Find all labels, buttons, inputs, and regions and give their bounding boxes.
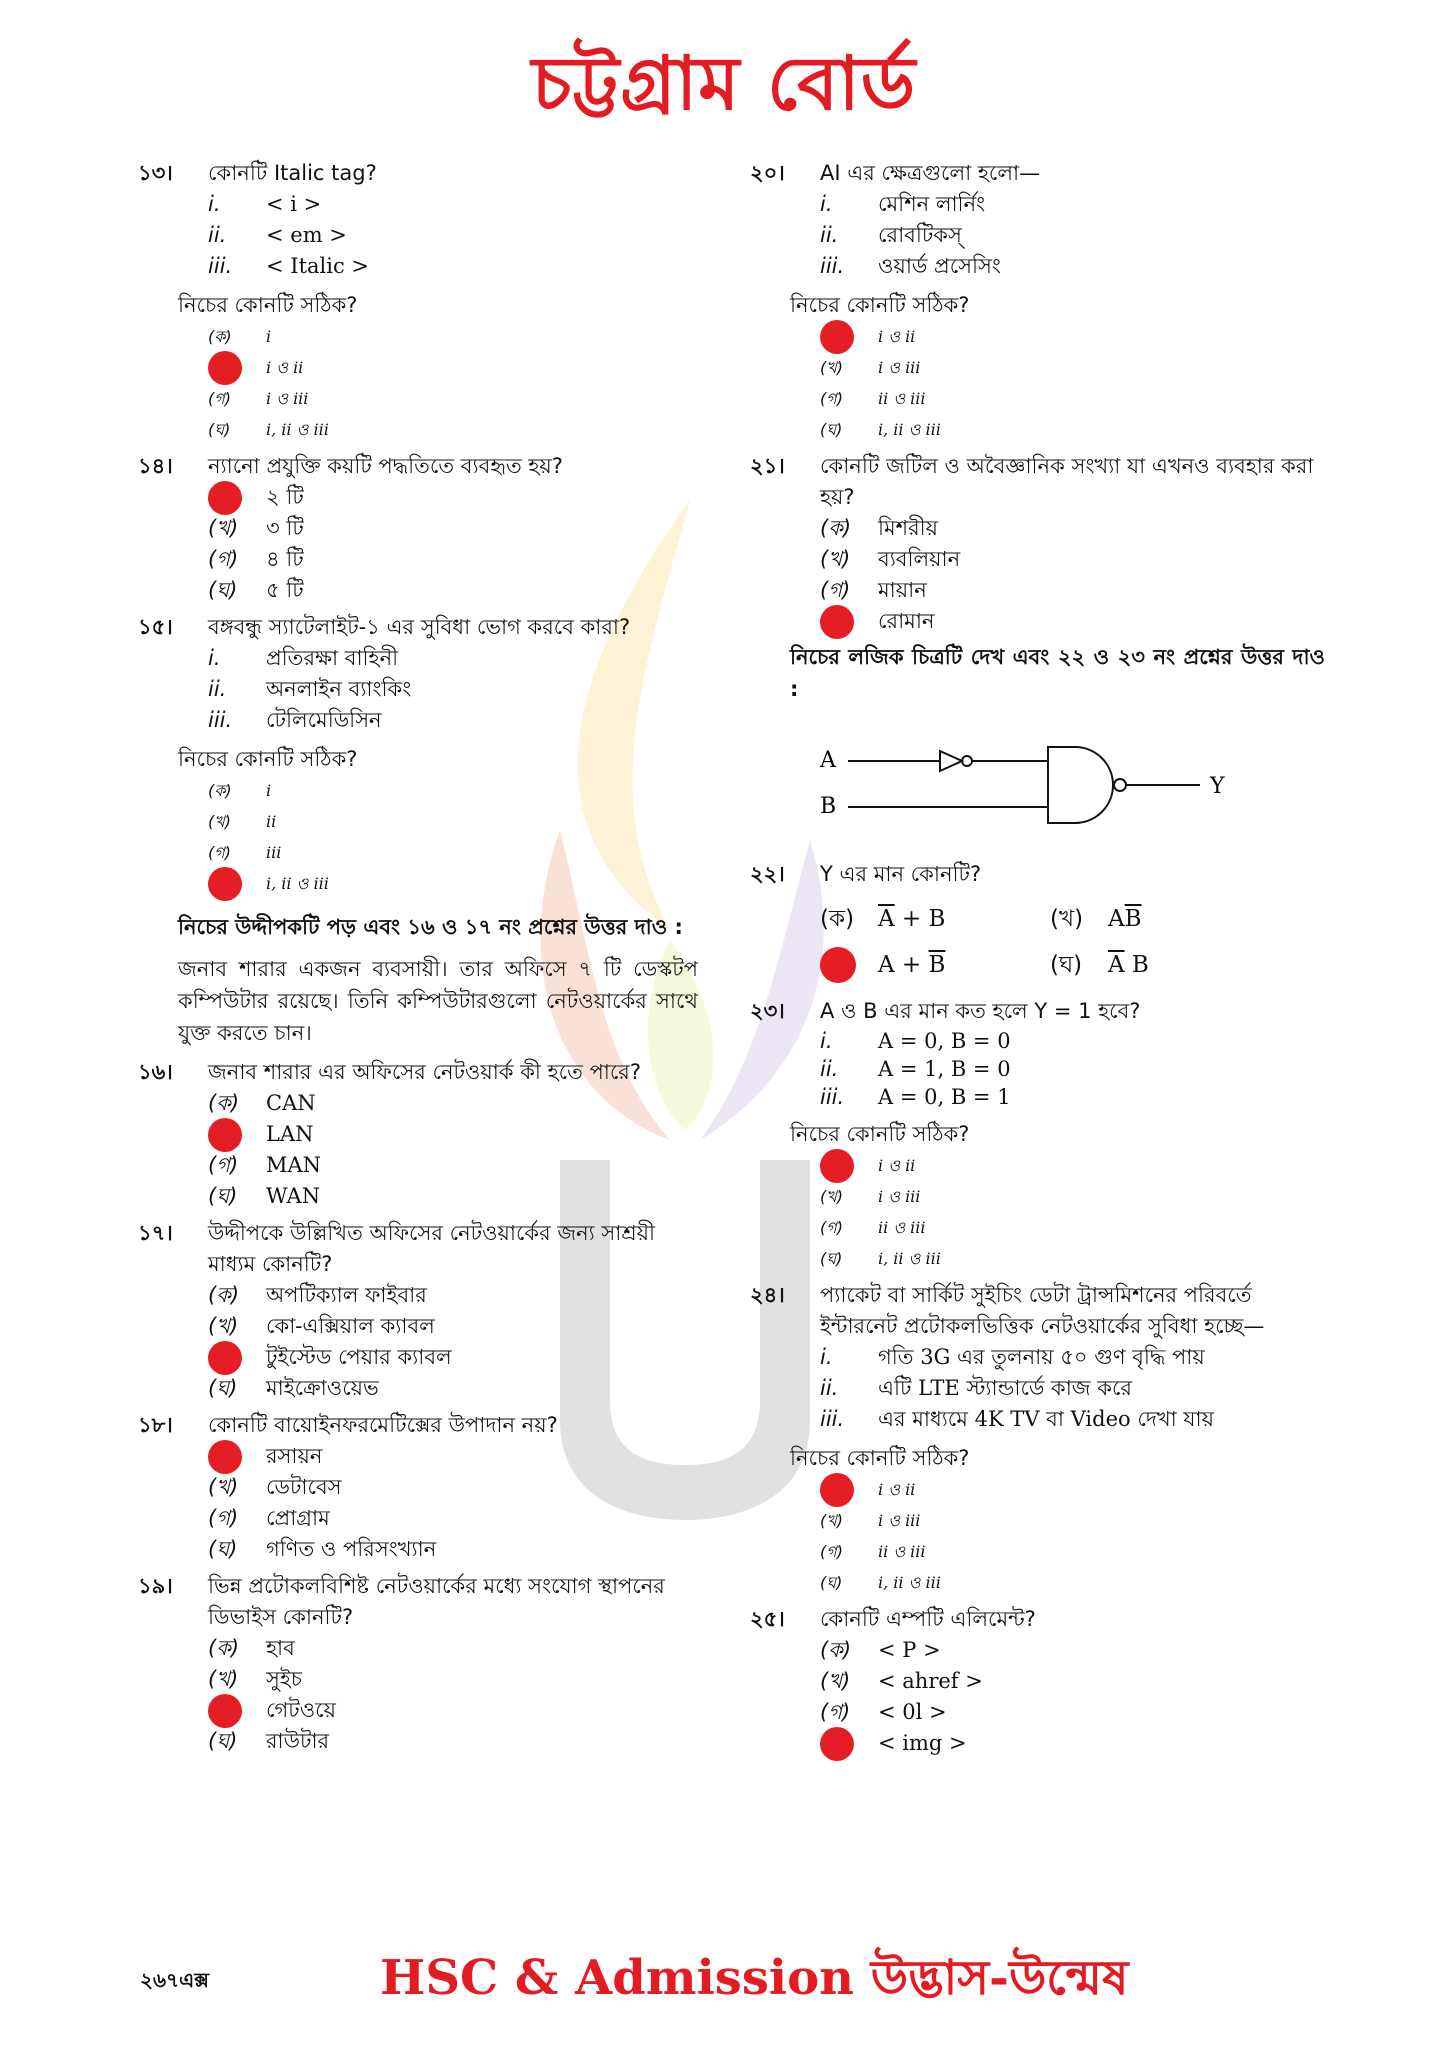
option-text: i, ii ও iii xyxy=(266,874,329,893)
question-number: ২২। xyxy=(750,862,785,886)
question-text: A ও B এর মান কত হলে Y = 1 হবে? xyxy=(820,999,1141,1023)
option-correct xyxy=(208,1119,698,1150)
right-column xyxy=(750,158,1325,1763)
which-correct-prompt: নিচের কোনটি সঠিক? xyxy=(790,1122,970,1146)
option-text: সুইচ xyxy=(266,1667,303,1691)
option xyxy=(820,352,1325,383)
option xyxy=(1050,942,1280,988)
option-label: (ঘ) xyxy=(208,420,231,439)
option-label: (ঘ) xyxy=(820,420,843,439)
question-text: কোনটি Italic tag? xyxy=(208,161,377,185)
options-15 xyxy=(208,775,698,899)
options-20 xyxy=(820,321,1325,445)
option xyxy=(208,414,698,445)
item-label: ii. xyxy=(820,1376,839,1400)
question-number: ১৯। xyxy=(138,1574,173,1598)
option-correct xyxy=(820,1474,1325,1505)
option-text: $\overline{A} + B$ xyxy=(878,906,946,932)
question-21 xyxy=(750,451,1325,637)
option xyxy=(208,1280,698,1311)
option-label: (ক) xyxy=(820,516,852,540)
option-text: ২ টি xyxy=(266,485,304,509)
option xyxy=(208,513,698,544)
option-text: ii ও iii xyxy=(878,1542,926,1561)
option-correct xyxy=(208,1695,698,1726)
item-label: i. xyxy=(820,1345,833,1369)
option-text: কো-এক্সিয়াল ক্যাবল xyxy=(266,1314,435,1338)
question-text: ন্যানো প্রযুক্তি কয়টি পদ্ধতিতে ব্যবহৃত হয়? xyxy=(208,454,563,478)
option xyxy=(208,321,698,352)
option xyxy=(820,1212,1325,1243)
option-text: গেটওয়ে xyxy=(266,1698,336,1722)
option-text: i xyxy=(266,781,272,800)
board-title: চট্টগ্রাম বোর্ড xyxy=(531,41,917,127)
option xyxy=(208,383,698,414)
question-15 xyxy=(138,612,698,736)
option xyxy=(208,775,698,806)
item-label: ii. xyxy=(208,677,227,701)
option-label: (গ) xyxy=(208,389,231,408)
option-text: ৪ টি xyxy=(266,547,304,571)
left-column xyxy=(138,158,698,1761)
option xyxy=(208,1181,698,1212)
option-label: (গ) xyxy=(208,843,231,862)
option xyxy=(208,1503,698,1534)
option xyxy=(208,575,698,606)
option xyxy=(208,806,698,837)
option-text: রসায়ন xyxy=(266,1444,323,1468)
item-label: iii. xyxy=(820,1407,845,1431)
option-label: (ঘ) xyxy=(208,1537,238,1561)
option-label: (খ) xyxy=(208,1314,239,1338)
option xyxy=(208,1311,698,1342)
statement-item: মেশিন লার্নিং xyxy=(878,192,986,216)
question-number: ১৪। xyxy=(138,454,173,478)
question-number: ২০। xyxy=(750,161,785,185)
item-label: iii. xyxy=(820,1084,845,1109)
question-text: জনাব শারার এর অফিসের নেটওয়ার্ক কী হতে পারে? xyxy=(208,1060,641,1084)
item-label: ii. xyxy=(820,1056,839,1081)
option xyxy=(208,1472,698,1503)
option-correct xyxy=(208,1342,698,1373)
which-correct-prompt: নিচের কোনটি সঠিক? xyxy=(790,1446,970,1470)
input-a-label: A xyxy=(820,748,836,773)
nand-gate xyxy=(1048,747,1113,823)
item-label: iii. xyxy=(208,708,233,732)
statement-item: < i > xyxy=(266,192,322,216)
option-text: MAN xyxy=(266,1153,322,1177)
question-text: Y এর মান কোনটি? xyxy=(820,862,982,886)
option-label: (খ) xyxy=(208,1667,239,1691)
option-text: i, ii ও iii xyxy=(878,1249,941,1268)
option xyxy=(820,414,1325,445)
answer-mark-icon xyxy=(820,1149,854,1183)
option-text: iii xyxy=(266,843,282,862)
options-22-row1 xyxy=(820,896,1325,942)
option-label: (গ) xyxy=(208,1153,239,1177)
option-text: i ও ii xyxy=(878,1156,916,1175)
option-correct xyxy=(208,868,698,899)
option-text: মায়ান xyxy=(878,578,927,602)
option-label: (ঘ) xyxy=(1050,952,1083,978)
question-text: প্যাকেট বা সার্কিট সুইচিং ডেটা ট্রান্সমিশনের পরিবর্তে ইন্টারনেট প্রটোকলভিত্তিক নেটওয়ার্কের সুবিধা হচ্ছে— xyxy=(820,1283,1265,1338)
statement-item: গতি 3G এর তুলনায় ৫০ গুণ বৃদ্ধি পায় xyxy=(878,1345,1205,1369)
option-text: ব্যবলিয়ান xyxy=(878,547,961,571)
question-number: ১৭। xyxy=(138,1221,173,1245)
option-correct xyxy=(820,1728,1325,1759)
option xyxy=(208,1633,698,1664)
option xyxy=(208,1088,698,1119)
question-20 xyxy=(750,158,1325,282)
option-label: (ক) xyxy=(208,1091,240,1115)
option-text: মাইক্রোওয়েভ xyxy=(266,1376,379,1400)
option xyxy=(208,544,698,575)
option-label: (খ) xyxy=(820,1187,843,1206)
option-label: (ঘ) xyxy=(820,1573,843,1592)
option-text: রাউটার xyxy=(266,1729,330,1753)
option-text: i ও ii xyxy=(878,1480,916,1499)
question-22 xyxy=(750,859,1325,890)
statement-item: < em > xyxy=(266,223,347,247)
option-label: (ক) xyxy=(820,1638,852,1662)
question-number: ১৮। xyxy=(138,1413,173,1437)
question-text: কোনটি এম্পটি এলিমেন্ট? xyxy=(820,1607,1036,1631)
question-14 xyxy=(138,451,698,606)
option xyxy=(820,1666,1325,1697)
option xyxy=(208,1726,698,1757)
option-label: (ক) xyxy=(820,906,855,932)
option-correct xyxy=(208,352,698,383)
option-label: (ঘ) xyxy=(820,1249,843,1268)
option-label: (ঘ) xyxy=(208,1184,238,1208)
answer-mark-icon xyxy=(208,351,242,385)
option-text: WAN xyxy=(266,1184,321,1208)
question-number: ২৫। xyxy=(750,1607,785,1631)
option-correct xyxy=(820,1150,1325,1181)
question-13 xyxy=(138,158,698,282)
answer-mark-icon xyxy=(208,1440,242,1474)
question-24 xyxy=(750,1280,1325,1435)
option-text: i ও iii xyxy=(266,389,309,408)
option-text: প্রোগ্রাম xyxy=(266,1506,330,1530)
statement-item: অনলাইন ব্যাংকিং xyxy=(266,677,412,701)
statement-item: প্রতিরক্ষা বাহিনী xyxy=(266,646,399,670)
option-text: ii xyxy=(266,812,277,831)
option-text: $A + \overline{B}$ xyxy=(878,952,946,978)
answer-mark-icon xyxy=(208,1118,242,1152)
option xyxy=(820,896,1050,942)
option xyxy=(820,1505,1325,1536)
question-number: ১৬। xyxy=(138,1060,173,1084)
option-label: (গ) xyxy=(820,1542,843,1561)
which-correct-prompt: নিচের কোনটি সঠিক? xyxy=(178,747,358,771)
option-text: i, ii ও iii xyxy=(266,420,329,439)
answer-mark-icon xyxy=(820,947,856,983)
option-label: (ক) xyxy=(208,327,232,346)
not-gate xyxy=(940,751,962,771)
option xyxy=(820,575,1325,606)
option-text: i ও ii xyxy=(266,358,304,377)
option-label: (ক) xyxy=(208,1636,240,1660)
options-23 xyxy=(820,1150,1325,1274)
question-23 xyxy=(750,996,1325,1111)
question-text: AI এর ক্ষেত্রগুলো হলো— xyxy=(820,161,1041,185)
option xyxy=(208,837,698,868)
option xyxy=(820,544,1325,575)
option-label: (খ) xyxy=(820,358,843,377)
option-label: (ক) xyxy=(208,781,232,800)
option-label: (গ) xyxy=(820,1700,851,1724)
answer-mark-icon xyxy=(820,605,854,639)
option-text: i ও iii xyxy=(878,1187,921,1206)
item-label: i. xyxy=(208,192,221,216)
option-text: ৩ টি xyxy=(266,516,304,540)
question-number: ২৩। xyxy=(750,999,785,1023)
option xyxy=(208,1664,698,1695)
option-label: (ঘ) xyxy=(208,1729,238,1753)
stem-passage: জনাব শারার একজন ব্যবসায়ী। তার অফিসে ৭ টি ডেস্কটপ কম্পিউটার রয়েছে। তিনি কম্পিউটারগুলো নেটওয়ার্কের সাথে যুক্ত করতে চান। xyxy=(178,957,698,1045)
option-label: (খ) xyxy=(208,1475,239,1499)
option xyxy=(820,1181,1325,1212)
option-text: i ও iii xyxy=(878,358,921,377)
option-text: i, ii ও iii xyxy=(878,1573,941,1592)
answer-mark-icon xyxy=(208,1694,242,1728)
option-label: (খ) xyxy=(1050,906,1084,932)
logic-circuit-diagram xyxy=(800,705,1260,855)
stem-instruction: নিচের লজিক চিত্রটি দেখ এবং ২২ ও ২৩ নং প্রশ্নের উত্তর দাও : xyxy=(790,645,1325,701)
question-16 xyxy=(138,1057,698,1212)
statement-item: A = 0, B = 0 xyxy=(878,1028,1011,1053)
which-correct-prompt: নিচের কোনটি সঠিক? xyxy=(790,293,970,317)
option-text: $A\overline{B}$ xyxy=(1108,906,1142,932)
answer-mark-icon xyxy=(820,320,854,354)
option-text: হাব xyxy=(266,1636,295,1660)
question-19 xyxy=(138,1571,698,1757)
option-text: ৫ টি xyxy=(266,578,304,602)
statement-item: এটি LTE স্ট্যান্ডার্ডে কাজ করে xyxy=(878,1376,1132,1400)
option-label: (খ) xyxy=(208,516,239,540)
options-22-row2 xyxy=(820,942,1325,988)
item-label: iii. xyxy=(208,254,233,278)
output-y-label: Y xyxy=(1210,774,1225,799)
item-label: i. xyxy=(208,646,221,670)
option-label: (গ) xyxy=(208,547,239,571)
option-text: গণিত ও পরিসংখ্যান xyxy=(266,1537,437,1561)
statement-item: এর মাধ্যমে 4K TV বা Video দেখা যায় xyxy=(878,1407,1214,1431)
nand-bubble xyxy=(1114,779,1126,791)
option-text: < P > xyxy=(878,1638,941,1662)
item-label: iii. xyxy=(820,254,845,278)
option-text: টুইস্টেড পেয়ার ক্যাবল xyxy=(266,1345,452,1369)
option-text: < img > xyxy=(878,1731,967,1755)
option-label: (ঘ) xyxy=(208,1376,238,1400)
question-17 xyxy=(138,1218,698,1404)
page-number: ২৬৭এক্স xyxy=(140,1968,209,1992)
option-label: (ঘ) xyxy=(208,578,238,602)
question-number: ২৪। xyxy=(750,1283,785,1307)
option-correct xyxy=(820,606,1325,637)
option-label: (গ) xyxy=(208,1506,239,1530)
option xyxy=(208,1150,698,1181)
stem-instruction: নিচের উদ্দীপকটি পড় এবং ১৬ ও ১৭ নং প্রশ্নের উত্তর দাও : xyxy=(178,915,683,939)
option-text: i xyxy=(266,327,272,346)
option-text: অপটিক্যাল ফাইবার xyxy=(266,1283,427,1307)
option-correct xyxy=(820,321,1325,352)
option-label: (ক) xyxy=(208,1283,240,1307)
option-text: CAN xyxy=(266,1091,316,1115)
statement-item: A = 1, B = 0 xyxy=(878,1056,1011,1081)
option-text: রোমান xyxy=(878,609,935,633)
option-text: i ও iii xyxy=(878,1511,921,1530)
option xyxy=(820,1243,1325,1274)
option xyxy=(820,1567,1325,1598)
question-18 xyxy=(138,1410,698,1565)
answer-mark-icon xyxy=(820,1727,854,1761)
question-text: উদ্দীপকে উল্লিখিত অফিসের নেটওয়ার্কের জন্য সাশ্রয়ী মাধ্যম কোনটি? xyxy=(208,1221,656,1276)
option-text: < 0l > xyxy=(878,1700,947,1724)
option-label: (খ) xyxy=(820,547,851,571)
question-25 xyxy=(750,1604,1325,1759)
which-correct-prompt: নিচের কোনটি সঠিক? xyxy=(178,293,358,317)
option-text: ডেটাবেস xyxy=(266,1475,342,1499)
option-text: ii ও iii xyxy=(878,389,926,408)
question-number: ১৫। xyxy=(138,615,173,639)
item-label: ii. xyxy=(208,223,227,247)
statement-item: < Italic > xyxy=(266,254,369,278)
option-label: (গ) xyxy=(820,578,851,602)
option-text: $\overline{A}$ B xyxy=(1108,952,1149,978)
statement-item: টেলিমেডিসিন xyxy=(266,708,382,732)
statement-item: ওয়ার্ড প্রসেসিং xyxy=(878,254,1001,278)
options-13 xyxy=(208,321,698,445)
option-label: (গ) xyxy=(820,1218,843,1237)
question-text: কোনটি জটিল ও অবৈজ্ঞানিক সংখ্যা যা এখনও ব্যবহার করা হয়? xyxy=(820,454,1314,509)
question-number: ১৩। xyxy=(138,161,173,185)
answer-mark-icon xyxy=(208,1341,242,1375)
answer-mark-icon xyxy=(208,481,242,515)
item-label: i. xyxy=(820,1028,833,1053)
option xyxy=(820,513,1325,544)
option xyxy=(1050,896,1280,942)
footer-brand: HSC & Admission উদ্ভাস-উন্মেষ xyxy=(380,1950,1129,2006)
option-label: (খ) xyxy=(820,1669,851,1693)
option xyxy=(820,383,1325,414)
question-text: কোনটি বায়োইনফরমেটিক্সের উপাদান নয়? xyxy=(208,1413,558,1437)
option-text: < ahref > xyxy=(878,1669,983,1693)
question-text: ভিন্ন প্রটোকলবিশিষ্ট নেটওয়ার্কের মধ্যে সংযোগ স্থাপনের ডিভাইস কোনটি? xyxy=(208,1574,665,1629)
option xyxy=(208,1373,698,1404)
statement-item: A = 0, B = 1 xyxy=(878,1084,1011,1109)
option xyxy=(208,1534,698,1565)
option-label: (খ) xyxy=(820,1511,843,1530)
option-text: i ও ii xyxy=(878,327,916,346)
input-b-label: B xyxy=(820,794,837,819)
option-correct xyxy=(208,482,698,513)
option-text: LAN xyxy=(266,1122,314,1146)
option-text: i, ii ও iii xyxy=(878,420,941,439)
option-text: মিশরীয় xyxy=(878,516,939,540)
option-text: ii ও iii xyxy=(878,1218,926,1237)
statement-item: রোবটিকস্ xyxy=(878,223,962,247)
option-label: (খ) xyxy=(208,812,231,831)
options-24 xyxy=(820,1474,1325,1598)
answer-mark-icon xyxy=(820,1473,854,1507)
item-label: i. xyxy=(820,192,833,216)
option xyxy=(820,1536,1325,1567)
option xyxy=(820,1635,1325,1666)
question-number: ২১। xyxy=(750,454,785,478)
item-label: ii. xyxy=(820,223,839,247)
option-correct xyxy=(820,942,1050,988)
option xyxy=(820,1697,1325,1728)
question-text: বঙ্গবন্ধু স্যাটেলাইট-১ এর সুবিধা ভোগ করবে কারা? xyxy=(208,615,631,639)
answer-mark-icon xyxy=(208,867,242,901)
option-label: (গ) xyxy=(820,389,843,408)
option-correct xyxy=(208,1441,698,1472)
